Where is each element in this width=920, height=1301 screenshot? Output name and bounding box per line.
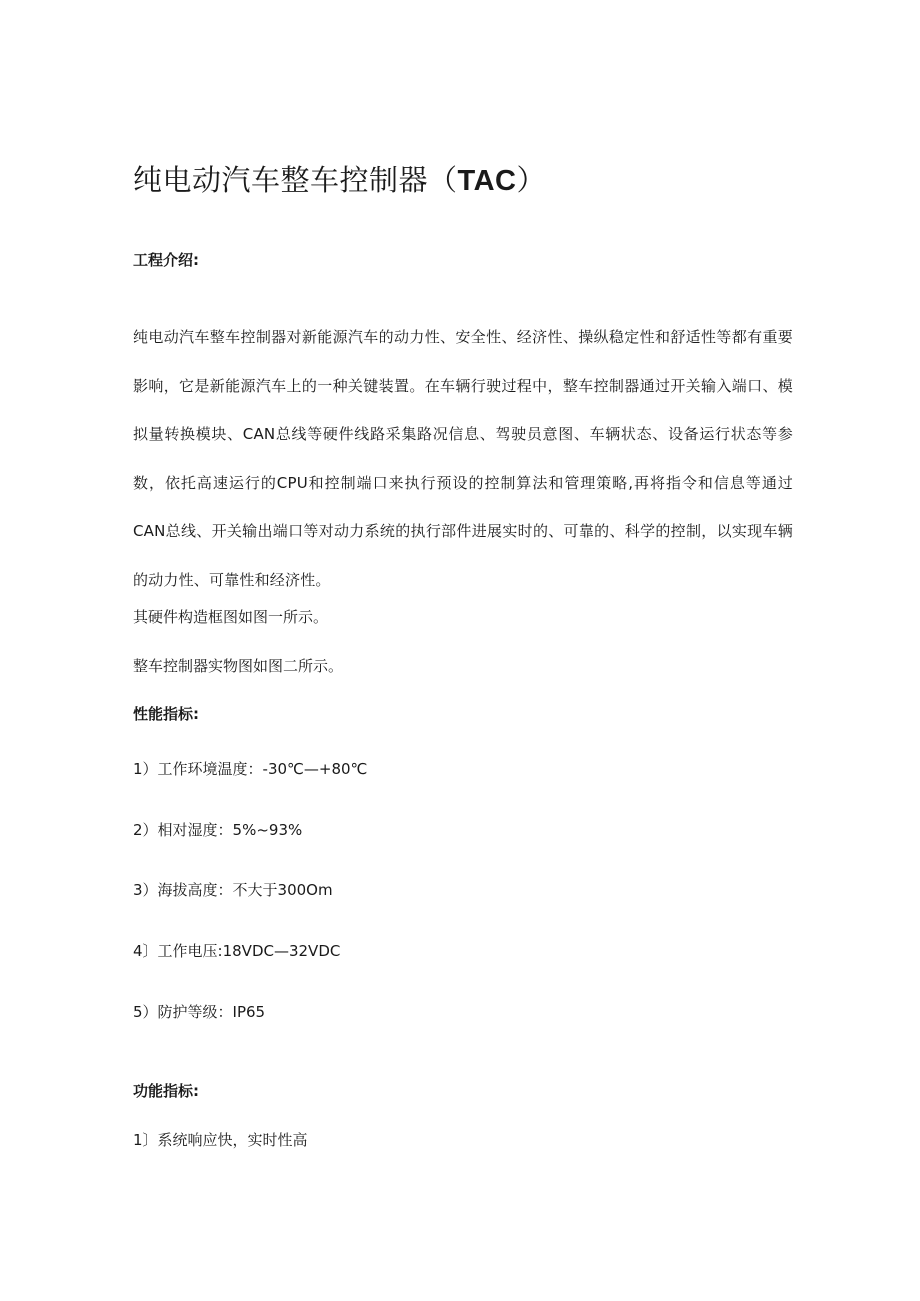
performance-item: 4〕工作电压:18VDC—32VDC: [133, 942, 341, 960]
title-code: TAC: [457, 165, 517, 197]
performance-item: 1）工作环境温度：-30℃—+80℃: [133, 760, 368, 778]
document-title: [133, 158, 546, 199]
performance-heading: 性能指标:: [133, 705, 199, 723]
figure-note-1: 其硬件构造框图如图一所示。: [133, 608, 329, 626]
performance-item: 5）防护等级：IP65: [133, 1003, 266, 1021]
function-heading: 功能指标:: [133, 1082, 199, 1100]
title-text: 纯电动汽车整车控制器（: [133, 163, 458, 197]
intro-paragraph: 纯电动汽车整车控制器对新能源汽车的动力性、安全性、经济性、操纵稳定性和舒适性等都有重要影响，它是新能源汽车上的一种关键装置。在车辆行驶过程中，整车控制器通过开关输入端口、模拟量转换模块、CAN总线等硬件线路采集路况信息、驾驶员意图、车辆状态、设备运行状态等参数，依托高速运行的CPU和控制端口来执行预设的控制算法和管理策略,再将指令和信息等通过CAN总线、开关输出端口等对动力系统的执行部件进展实时的、可靠的、科学的控制，以实现车辆的动力性、可靠性和经济性。: [133, 328, 793, 589]
function-item: 1〕系统响应快，实时性高: [133, 1131, 308, 1149]
title-close: ）: [516, 163, 546, 197]
intro-heading: 工程介绍:: [133, 251, 199, 269]
performance-item: 3）海拔高度：不大于300Om: [133, 881, 333, 899]
performance-item: 2）相对湿度：5%~93%: [133, 821, 303, 839]
figure-note-2: 整车控制器实物图如图二所示。: [133, 657, 344, 675]
